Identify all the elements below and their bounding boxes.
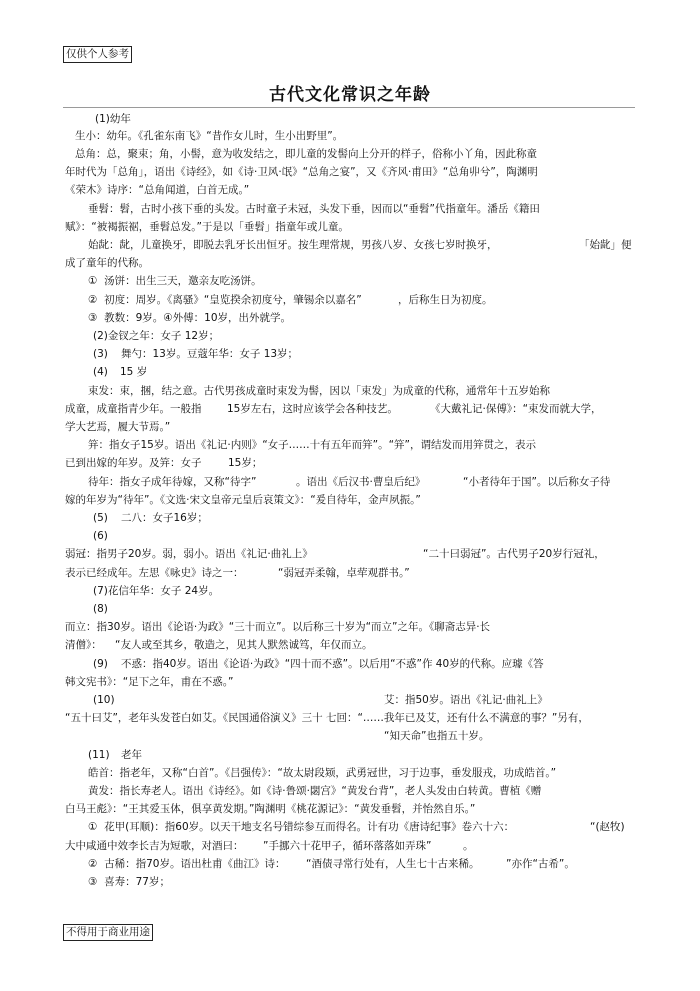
body-line: 生小：幼年。《孔雀东南飞》“昔作女儿时，生小出野里”。 <box>75 130 344 142</box>
body-line: 笄：指女子15岁。语出《礼记·内则》“女子……十有五年而笄”。“笄”，谓结发而用笄贯之，表示 <box>88 439 536 451</box>
body-line: ② 古稀：指70岁。语出杜甫《曲江》诗： “酒债寻常行处有，人生七十古来稀。 ”亦作“古希”。 <box>88 858 575 870</box>
body-line: ③ 教数：9岁。④外傅：10岁，出外就学。 <box>88 312 292 324</box>
body-line: 学大艺焉，履大节焉。” <box>65 421 171 433</box>
body-line: 表示已经成年。左思《咏史》诗之一： “弱冠弄柔翰，卓荦观群书。” <box>65 567 410 579</box>
body-line: (2)金钗之年：女子 12岁； <box>93 330 220 342</box>
body-line: (4) 15 岁 <box>93 366 148 378</box>
body-line: 嫁的年岁为“待年”。《文选·宋文皇帝元皇后哀策文》：“爰自待年，金声夙振。” <box>65 494 421 506</box>
body-line: ③ 喜寿：77岁； <box>88 876 170 888</box>
body-line: 垂髫：髫，古时小孩下垂的头发。古时童子未冠，头发下垂，因而以“垂髫”代指童年。潘岳《籍田 <box>88 203 540 215</box>
body-line: 韩文宪书》：“足下之年，甫在不惑。” <box>65 676 234 688</box>
body-line: 成童，成童指青少年。一般指 15岁左右，这时应该学会各种技艺。 《大戴礼记·保傅》：“束发而就大学， <box>65 403 602 415</box>
body-line: 大中咸通中效李长吉为短歌，对酒曰： ”手挪六十花甲子，循环落落如弄珠” 。 <box>65 840 474 852</box>
body-line: (8) <box>93 603 108 615</box>
body-line: “知天命”也指五十岁。 <box>384 730 490 742</box>
body-line: (1)幼年 <box>95 113 131 125</box>
body-line: 弱冠：指男子20岁。弱，弱小。语出《礼记·曲礼上》 “二十曰弱冠”。古代男子20岁行冠礼， <box>65 548 605 560</box>
body-line: ① 花甲(耳顺)：指60岁。以天干地支名号错综参互而得名。计有功《唐诗纪事》卷六十六： “(赵牧) <box>88 821 625 833</box>
body-line: (7)花信年华：女子 24岁。 <box>93 585 220 597</box>
body-line: ② 初度：周岁。《离骚》“皇览揆余初度兮，肇锡余以嘉名” ，后称生日为初度。 <box>88 294 493 306</box>
commercial-use-stamp: 不得用于商业用途 <box>63 924 153 941</box>
body-line: 始龀：龀，儿童换牙，即脱去乳牙长出恒牙。按生理常规，男孩八岁、女孩七岁时换牙， 「始龀」便 <box>88 239 632 251</box>
body-line: (5) 二八：女子16岁； <box>93 512 208 524</box>
personal-reference-stamp: 仅供个人参考 <box>63 46 132 63</box>
body-line: ① 汤饼：出生三天，邀亲友吃汤饼。 <box>88 275 262 287</box>
body-line: 清僧》： “友人或至其乡，敬造之，见其人默然诚笃，年仅而立。 <box>65 639 373 651</box>
body-line: (9) 不惑：指40岁。语出《论语·为政》“四十而不惑”。以后用“不惑”作 40岁的代称。应璩《答 <box>93 658 544 670</box>
document-title: 古代文化常识之年龄 <box>269 85 431 105</box>
body-line: (3) 舞勺：13岁。豆蔻年华：女子 13岁； <box>93 348 299 360</box>
body-line: 束发：束，捆，结之意。古代男孩成童时束发为髻，因以「束发」为成童的代称，通常年十五岁始称 <box>88 385 550 397</box>
body-line: 待年：指女子成年待嫁，又称“待字” 。语出《后汉书·曹皇后纪》 “小者待年于国”。以后称女子待 <box>88 476 611 488</box>
body-line: (11) 老年 <box>88 749 142 761</box>
body-line: 成了童年的代称。 <box>65 257 149 269</box>
body-line: 而立：指30岁。语出《论语·为政》“三十而立”。以后称三十岁为“而立”之年。《聊斋志异·长 <box>65 621 491 633</box>
body-line: (6) <box>93 530 108 542</box>
body-line: 总角：总，聚束；角，小髻，意为收发结之，即儿童的发髻向上分开的样子，俗称小丫角，因此称童 <box>75 148 537 160</box>
body-line: 赋》：“被褐振裾，垂髫总发。”于是以「垂髫」指童年或儿童。 <box>65 221 349 233</box>
body-line: (10) 艾：指50岁。语出《礼记·曲礼上》 <box>93 694 548 706</box>
body-line: 《荣木》诗序：“总角闻道，白首无成。” <box>65 184 250 196</box>
body-line: “五十曰艾”，老年头发苍白如艾。《民国通俗演义》三十 七回：“……我年已及艾，还有什么不满意的事？”另有， <box>65 712 589 724</box>
body-line: 年时代为「总角」，语出《诗经》，如《诗·卫风·氓》“总角之宴”，又《齐风·甫田》“总角丱兮”，陶渊明 <box>65 166 538 178</box>
body-line: 皓首：指老年，又称“白首”。《吕强传》：“故太尉段颎，武勇冠世，习于边事，垂发服戎，功成皓首。” <box>88 767 557 779</box>
body-line: 黄发：指长寿老人。语出《诗经》。如《诗·鲁颂·閟宫》“黄发台背”，老人头发由白转黄。曹植《赠 <box>88 785 542 797</box>
body-line: 已到出嫁的年岁。及笄：女子 15岁； <box>65 457 263 469</box>
body-line: 白马王彪》：“王其爱玉体，俱享黄发期。”陶渊明《桃花源记》：“黄发垂髫，并怡然自乐。” <box>65 803 476 815</box>
